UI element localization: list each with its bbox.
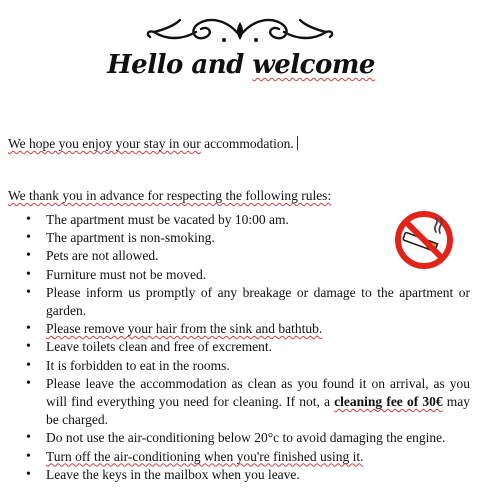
text-cursor (297, 136, 298, 150)
rule-text: Pets are not allowed. (46, 248, 159, 264)
rule-item (0, 320, 470, 338)
rule-item (0, 357, 470, 375)
rule-text: Leave the keys in the mailbox when you leave. (46, 466, 300, 482)
rule-item (0, 247, 386, 265)
rule-item (0, 338, 470, 356)
title-word-welcome: welcome (252, 50, 375, 80)
rule-text: The apartment must be vacated by 10:00 am. (46, 212, 289, 227)
lead-text: We thank you in advance for respecting the following rules: (8, 188, 332, 203)
intro-part-b: accommodation. (200, 136, 294, 151)
page-title (0, 50, 482, 80)
rule-text: Please inform us promptly of any breakage or damage to the apartment or garden. (46, 284, 470, 319)
rule-item (0, 229, 386, 247)
rule-text: Turn off the air-conditioning when you're finished using it. (46, 448, 364, 464)
intro-part-a: We hope you enjoy your stay in our (8, 136, 201, 151)
rule-item (0, 266, 386, 284)
rule-text: Do not use the air-conditioning below 20°c to avoid damaging the engine. (46, 430, 446, 446)
rule-text: Furniture must not be moved. (46, 266, 207, 282)
title-word-and: and (182, 50, 253, 80)
rule-item (0, 466, 470, 484)
intro-text (8, 136, 298, 152)
rule-item (0, 429, 470, 447)
rule-item (0, 375, 470, 430)
rule-text: The apartment is non-smoking. (46, 230, 215, 246)
rules-lead-text (8, 188, 331, 204)
rule-text: Leave toilets clean and free of excrement. (46, 339, 272, 355)
ornament-swirl-icon (140, 10, 340, 50)
cleaning-fee-text: cleaning fee of 30€ (334, 394, 443, 410)
title-word-hello: Hello (107, 50, 183, 80)
rule-text: Please leave the accommodation as clean as you found it on arrival, as you will find everything you need for cleaning. If not, a (46, 375, 470, 410)
rule-item (0, 448, 470, 466)
rule-text-end: may be charged. (46, 394, 471, 428)
rules-list (0, 211, 470, 484)
rule-item (0, 284, 470, 320)
rule-text: It is forbidden to eat in the rooms. (46, 357, 230, 373)
rule-item (0, 211, 386, 229)
rule-text: Please remove your hair from the sink and bathtub. (46, 321, 323, 337)
